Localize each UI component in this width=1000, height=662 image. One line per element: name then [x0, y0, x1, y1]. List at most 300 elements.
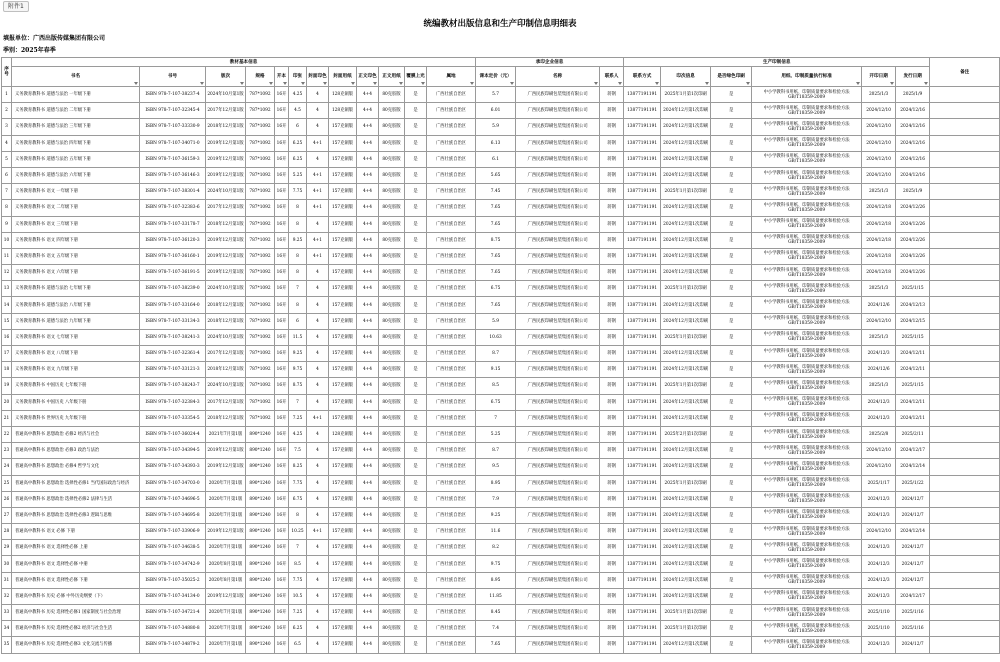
printer-name-cell[interactable]: 广西民族印刷包装集团有限公司: [516, 167, 600, 183]
contact-phone-cell[interactable]: 13877191191: [624, 443, 661, 459]
contact-person-cell[interactable]: 蒋钢: [600, 167, 624, 183]
region-cell[interactable]: 广西壮族自治区: [427, 394, 476, 410]
region-cell[interactable]: 广西壮族自治区: [427, 572, 476, 588]
green-printing-cell[interactable]: 是: [711, 426, 752, 442]
text-paper-cell[interactable]: 80克胶版: [379, 362, 405, 378]
column-header[interactable]: [206, 67, 246, 87]
print-info-cell[interactable]: 2024年12月第1次印刷: [661, 151, 711, 167]
contact-phone-cell[interactable]: 13877191191: [624, 378, 661, 394]
filter-dropdown-icon[interactable]: [283, 82, 287, 85]
contact-person-cell[interactable]: 蒋钢: [600, 540, 624, 556]
column-header[interactable]: [379, 67, 405, 87]
print-info-cell[interactable]: 2025年1月第1次印刷: [661, 329, 711, 345]
cover-color-cell[interactable]: 4+1: [307, 248, 329, 264]
region-cell[interactable]: 广西壮族自治区: [427, 151, 476, 167]
book-title-cell[interactable]: 义务教育教科书 语文 八年级下册: [12, 346, 140, 362]
print-sheets-cell[interactable]: 6: [289, 313, 307, 329]
quality-standard-cell[interactable]: 中小学教科书用纸、印制质量要求和检验方法GB/T18359-2009: [752, 200, 862, 216]
book-title-cell[interactable]: 普通高中教科书 语文 必修 下册: [12, 524, 140, 540]
green-printing-cell[interactable]: 是: [711, 540, 752, 556]
contact-person-cell[interactable]: 蒋钢: [600, 572, 624, 588]
filter-dropdown-icon[interactable]: [240, 82, 244, 85]
contact-phone-cell[interactable]: 13877191191: [624, 329, 661, 345]
book-title-cell[interactable]: 普通高中教科书 历史 选择性必修2 经济与社会生活: [12, 621, 140, 637]
remarks-cell[interactable]: [930, 556, 1000, 572]
remarks-cell[interactable]: [930, 362, 1000, 378]
price-cell[interactable]: 5.9: [476, 313, 516, 329]
contact-person-cell[interactable]: 蒋钢: [600, 443, 624, 459]
start-date-cell[interactable]: 2024/12/18: [862, 200, 896, 216]
text-paper-cell[interactable]: 80克胶版: [379, 200, 405, 216]
text-color-cell[interactable]: 4+4: [357, 87, 379, 103]
format-cell[interactable]: 16开: [275, 346, 289, 362]
cover-paper-cell[interactable]: 157克铜版: [329, 605, 357, 621]
region-cell[interactable]: 广西壮族自治区: [427, 200, 476, 216]
edition-cell[interactable]: 2020年7月第1版: [206, 475, 246, 491]
row-number-cell[interactable]: 24: [2, 459, 12, 475]
book-title-cell[interactable]: 普通高中教科书 历史 必修 中外历史纲要（下）: [12, 588, 140, 604]
cover-paper-cell[interactable]: 157克铜版: [329, 151, 357, 167]
printer-name-cell[interactable]: 广西民族印刷包装集团有限公司: [516, 119, 600, 135]
contact-person-cell[interactable]: 蒋钢: [600, 200, 624, 216]
contact-phone-cell[interactable]: 13877191191: [624, 184, 661, 200]
cover-color-cell[interactable]: 4: [307, 459, 329, 475]
print-sheets-cell[interactable]: 6.75: [289, 491, 307, 507]
printer-name-cell[interactable]: 广西民族印刷包装集团有限公司: [516, 362, 600, 378]
region-cell[interactable]: 广西壮族自治区: [427, 87, 476, 103]
quality-standard-cell[interactable]: 中小学教科书用纸、印制质量要求和检验方法GB/T18359-2009: [752, 410, 862, 426]
format-cell[interactable]: 16开: [275, 588, 289, 604]
start-date-cell[interactable]: 2024/12/10: [862, 167, 896, 183]
row-number-cell[interactable]: 18: [2, 362, 12, 378]
edition-cell[interactable]: 2019年12月第1版: [206, 248, 246, 264]
book-title-cell[interactable]: 义务教育教科书 语文 一年级下册: [12, 184, 140, 200]
remarks-cell[interactable]: [930, 232, 1000, 248]
print-info-cell[interactable]: 2024年12月第1次印刷: [661, 588, 711, 604]
text-paper-cell[interactable]: 80克胶版: [379, 232, 405, 248]
format-cell[interactable]: 16开: [275, 410, 289, 426]
book-title-cell[interactable]: 普通高中教科书 语文 选择性必修 中册: [12, 556, 140, 572]
cover-color-cell[interactable]: 4: [307, 103, 329, 119]
book-title-cell[interactable]: 普通高中教科书 语文 选择性必修 下册: [12, 572, 140, 588]
filter-dropdown-icon[interactable]: [924, 82, 928, 85]
start-date-cell[interactable]: 2024/12/10: [862, 313, 896, 329]
release-date-cell[interactable]: 2025/1/9: [896, 87, 930, 103]
contact-person-cell[interactable]: 蒋钢: [600, 459, 624, 475]
region-cell[interactable]: 广西壮族自治区: [427, 167, 476, 183]
printer-name-cell[interactable]: 广西民族印刷包装集团有限公司: [516, 329, 600, 345]
region-cell[interactable]: 广西壮族自治区: [427, 297, 476, 313]
region-cell[interactable]: 广西壮族自治区: [427, 540, 476, 556]
print-sheets-cell[interactable]: 4.25: [289, 426, 307, 442]
book-title-cell[interactable]: 义务教育教科书 语文 五年级下册: [12, 248, 140, 264]
start-date-cell[interactable]: 2025/1/10: [862, 605, 896, 621]
cover-color-cell[interactable]: 4: [307, 621, 329, 637]
start-date-cell[interactable]: 2024/12/10: [862, 135, 896, 151]
text-color-cell[interactable]: 4+4: [357, 167, 379, 183]
paper-spec-cell[interactable]: 787*1092: [246, 313, 275, 329]
contact-phone-cell[interactable]: 13877191191: [624, 151, 661, 167]
format-cell[interactable]: 16开: [275, 475, 289, 491]
edition-cell[interactable]: 2020年7月第1版: [206, 507, 246, 523]
laminate-cell[interactable]: 是: [405, 637, 427, 653]
quality-standard-cell[interactable]: 中小学教科书用纸、印制质量要求和检验方法GB/T18359-2009: [752, 151, 862, 167]
start-date-cell[interactable]: 2025/1/3: [862, 329, 896, 345]
isbn-cell[interactable]: ISBN 978-7-107-38239-0: [140, 281, 206, 297]
filter-dropdown-icon[interactable]: [351, 82, 355, 85]
contact-person-cell[interactable]: 蒋钢: [600, 556, 624, 572]
format-cell[interactable]: 16开: [275, 637, 289, 653]
release-date-cell[interactable]: 2024/12/16: [896, 151, 930, 167]
text-paper-cell[interactable]: 80克胶版: [379, 621, 405, 637]
text-paper-cell[interactable]: 80克胶版: [379, 346, 405, 362]
contact-phone-cell[interactable]: 13877191191: [624, 200, 661, 216]
contact-person-cell[interactable]: 蒋钢: [600, 475, 624, 491]
edition-cell[interactable]: 2017年12月第1版: [206, 346, 246, 362]
filter-dropdown-icon[interactable]: [134, 82, 138, 85]
text-paper-cell[interactable]: 80克胶版: [379, 426, 405, 442]
cover-color-cell[interactable]: 4+1: [307, 410, 329, 426]
cover-color-cell[interactable]: 4: [307, 507, 329, 523]
laminate-cell[interactable]: 是: [405, 394, 427, 410]
book-title-cell[interactable]: 义务教育教科书 语文 二年级下册: [12, 200, 140, 216]
format-cell[interactable]: 16开: [275, 378, 289, 394]
price-cell[interactable]: 6.1: [476, 151, 516, 167]
start-date-cell[interactable]: 2025/1/3: [862, 87, 896, 103]
edition-cell[interactable]: 2019年12月第1版: [206, 167, 246, 183]
isbn-cell[interactable]: ISBN 978-7-107-36024-4: [140, 426, 206, 442]
green-printing-cell[interactable]: 是: [711, 346, 752, 362]
format-cell[interactable]: 16开: [275, 572, 289, 588]
remarks-cell[interactable]: [930, 637, 1000, 653]
region-cell[interactable]: 广西壮族自治区: [427, 346, 476, 362]
printer-name-cell[interactable]: 广西民族印刷包装集团有限公司: [516, 572, 600, 588]
contact-person-cell[interactable]: 蒋钢: [600, 362, 624, 378]
format-cell[interactable]: 16开: [275, 103, 289, 119]
contact-person-cell[interactable]: 蒋钢: [600, 281, 624, 297]
region-cell[interactable]: 广西壮族自治区: [427, 491, 476, 507]
edition-cell[interactable]: 2017年12月第1版: [206, 394, 246, 410]
cover-paper-cell[interactable]: 157克铜版: [329, 572, 357, 588]
start-date-cell[interactable]: 2024/12/3: [862, 410, 896, 426]
contact-phone-cell[interactable]: 13877191191: [624, 394, 661, 410]
edition-cell[interactable]: 2024年10月第1版: [206, 329, 246, 345]
cover-paper-cell[interactable]: 157克铜版: [329, 248, 357, 264]
quality-standard-cell[interactable]: 中小学教科书用纸、印制质量要求和检验方法GB/T18359-2009: [752, 572, 862, 588]
release-date-cell[interactable]: 2024/12/11: [896, 410, 930, 426]
filter-dropdown-icon[interactable]: [655, 82, 659, 85]
cover-color-cell[interactable]: 4: [307, 281, 329, 297]
print-info-cell[interactable]: 2025年1月第1次印刷: [661, 184, 711, 200]
laminate-cell[interactable]: 是: [405, 216, 427, 232]
row-number-cell[interactable]: 19: [2, 378, 12, 394]
laminate-cell[interactable]: 是: [405, 362, 427, 378]
text-color-cell[interactable]: 4+4: [357, 346, 379, 362]
price-cell[interactable]: 7.4: [476, 621, 516, 637]
remarks-cell[interactable]: [930, 313, 1000, 329]
quality-standard-cell[interactable]: 中小学教科书用纸、印制质量要求和检验方法GB/T18359-2009: [752, 135, 862, 151]
cover-paper-cell[interactable]: 157克铜版: [329, 588, 357, 604]
cover-color-cell[interactable]: 4: [307, 443, 329, 459]
green-printing-cell[interactable]: 是: [711, 572, 752, 588]
row-number-cell[interactable]: 14: [2, 297, 12, 313]
printer-name-cell[interactable]: 广西民族印刷包装集团有限公司: [516, 135, 600, 151]
text-paper-cell[interactable]: 80克胶版: [379, 265, 405, 281]
printer-name-cell[interactable]: 广西民族印刷包装集团有限公司: [516, 491, 600, 507]
contact-person-cell[interactable]: 蒋钢: [600, 135, 624, 151]
paper-spec-cell[interactable]: 890*1240: [246, 572, 275, 588]
isbn-cell[interactable]: ISBN 978-7-107-33164-0: [140, 297, 206, 313]
green-printing-cell[interactable]: 是: [711, 232, 752, 248]
print-sheets-cell[interactable]: 7: [289, 281, 307, 297]
printer-name-cell[interactable]: 广西民族印刷包装集团有限公司: [516, 524, 600, 540]
quality-standard-cell[interactable]: 中小学教科书用纸、印制质量要求和检验方法GB/T18359-2009: [752, 588, 862, 604]
printer-name-cell[interactable]: 广西民族印刷包装集团有限公司: [516, 459, 600, 475]
quality-standard-cell[interactable]: 中小学教科书用纸、印制质量要求和检验方法GB/T18359-2009: [752, 265, 862, 281]
price-cell[interactable]: 9.75: [476, 556, 516, 572]
cover-paper-cell[interactable]: 157克铜版: [329, 491, 357, 507]
price-cell[interactable]: 7.65: [476, 637, 516, 653]
book-title-cell[interactable]: 义务教育教科书 道德与法治 三年级下册: [12, 119, 140, 135]
remarks-cell[interactable]: [930, 248, 1000, 264]
attachment-tab[interactable]: 附件1: [3, 1, 29, 12]
green-printing-cell[interactable]: 是: [711, 605, 752, 621]
print-info-cell[interactable]: 2024年12月第1次印刷: [661, 507, 711, 523]
laminate-cell[interactable]: 是: [405, 119, 427, 135]
row-number-cell[interactable]: 35: [2, 637, 12, 653]
print-info-cell[interactable]: 2025年2月第1次印刷: [661, 426, 711, 442]
edition-cell[interactable]: 2020年7月第1版: [206, 637, 246, 653]
row-number-cell[interactable]: 23: [2, 443, 12, 459]
contact-phone-cell[interactable]: 13877191191: [624, 297, 661, 313]
row-number-cell[interactable]: 16: [2, 329, 12, 345]
isbn-cell[interactable]: ISBN 978-7-107-32383-6: [140, 200, 206, 216]
isbn-cell[interactable]: ISBN 978-7-107-33134-3: [140, 313, 206, 329]
cover-color-cell[interactable]: 4+1: [307, 167, 329, 183]
printer-name-cell[interactable]: 广西民族印刷包装集团有限公司: [516, 426, 600, 442]
isbn-cell[interactable]: ISBN 978-7-107-32345-4: [140, 103, 206, 119]
print-sheets-cell[interactable]: 8.25: [289, 459, 307, 475]
contact-phone-cell[interactable]: 13877191191: [624, 572, 661, 588]
start-date-cell[interactable]: 2025/1/3: [862, 184, 896, 200]
release-date-cell[interactable]: 2024/12/17: [896, 588, 930, 604]
column-header[interactable]: [427, 67, 476, 87]
row-number-cell[interactable]: 26: [2, 491, 12, 507]
format-cell[interactable]: 16开: [275, 621, 289, 637]
print-sheets-cell[interactable]: 8: [289, 297, 307, 313]
region-cell[interactable]: 广西壮族自治区: [427, 135, 476, 151]
printer-name-cell[interactable]: 广西民族印刷包装集团有限公司: [516, 621, 600, 637]
release-date-cell[interactable]: 2024/12/26: [896, 248, 930, 264]
remarks-cell[interactable]: [930, 265, 1000, 281]
filter-dropdown-icon[interactable]: [269, 82, 273, 85]
contact-phone-cell[interactable]: 13877191191: [624, 556, 661, 572]
cover-color-cell[interactable]: 4: [307, 329, 329, 345]
print-sheets-cell[interactable]: 9.25: [289, 346, 307, 362]
printer-name-cell[interactable]: 广西民族印刷包装集团有限公司: [516, 346, 600, 362]
edition-cell[interactable]: 2018年12月第1版: [206, 313, 246, 329]
row-number-cell[interactable]: 27: [2, 507, 12, 523]
printer-name-cell[interactable]: 广西民族印刷包装集团有限公司: [516, 281, 600, 297]
paper-spec-cell[interactable]: 890*1240: [246, 475, 275, 491]
book-title-cell[interactable]: 普通高中教科书 思想政治 必修2 经济与社会: [12, 426, 140, 442]
cover-color-cell[interactable]: 4: [307, 362, 329, 378]
region-cell[interactable]: 广西壮族自治区: [427, 621, 476, 637]
row-number-cell[interactable]: 29: [2, 540, 12, 556]
isbn-cell[interactable]: ISBN 978-7-107-38301-4: [140, 184, 206, 200]
text-color-cell[interactable]: 4+4: [357, 443, 379, 459]
column-header[interactable]: [661, 67, 711, 87]
cover-color-cell[interactable]: 4: [307, 588, 329, 604]
green-printing-cell[interactable]: 是: [711, 378, 752, 394]
remarks-cell[interactable]: [930, 167, 1000, 183]
text-color-cell[interactable]: 4+4: [357, 637, 379, 653]
isbn-cell[interactable]: ISBN 978-7-107-34879-2: [140, 637, 206, 653]
region-cell[interactable]: 广西壮族自治区: [427, 248, 476, 264]
release-date-cell[interactable]: 2024/12/26: [896, 265, 930, 281]
isbn-cell[interactable]: ISBN 978-7-107-34742-9: [140, 556, 206, 572]
cover-paper-cell[interactable]: 157克铜版: [329, 184, 357, 200]
start-date-cell[interactable]: 2025/1/3: [862, 281, 896, 297]
text-color-cell[interactable]: 4+4: [357, 329, 379, 345]
laminate-cell[interactable]: 是: [405, 410, 427, 426]
price-cell[interactable]: 7: [476, 410, 516, 426]
cover-paper-cell[interactable]: 157克铜版: [329, 637, 357, 653]
quality-standard-cell[interactable]: 中小学教科书用纸、印制质量要求和检验方法GB/T18359-2009: [752, 426, 862, 442]
edition-cell[interactable]: 2017年12月第1版: [206, 200, 246, 216]
printer-name-cell[interactable]: 广西民族印刷包装集团有限公司: [516, 540, 600, 556]
column-header[interactable]: [624, 67, 661, 87]
green-printing-cell[interactable]: 是: [711, 475, 752, 491]
paper-spec-cell[interactable]: 787*1092: [246, 135, 275, 151]
print-sheets-cell[interactable]: 4.5: [289, 103, 307, 119]
print-info-cell[interactable]: 2025年1月第1次印刷: [661, 621, 711, 637]
filter-dropdown-icon[interactable]: [890, 82, 894, 85]
text-paper-cell[interactable]: 80克胶版: [379, 329, 405, 345]
print-sheets-cell[interactable]: 8.75: [289, 378, 307, 394]
green-printing-cell[interactable]: 是: [711, 459, 752, 475]
price-cell[interactable]: 11.85: [476, 588, 516, 604]
print-sheets-cell[interactable]: 5.25: [289, 167, 307, 183]
text-color-cell[interactable]: 4+4: [357, 588, 379, 604]
text-color-cell[interactable]: 4+4: [357, 362, 379, 378]
printer-name-cell[interactable]: 广西民族印刷包装集团有限公司: [516, 184, 600, 200]
cover-color-cell[interactable]: 4: [307, 119, 329, 135]
cover-color-cell[interactable]: 4: [307, 151, 329, 167]
remarks-cell[interactable]: [930, 200, 1000, 216]
price-cell[interactable]: 8.95: [476, 475, 516, 491]
text-paper-cell[interactable]: 80克胶版: [379, 184, 405, 200]
print-sheets-cell[interactable]: 6.25: [289, 151, 307, 167]
quality-standard-cell[interactable]: 中小学教科书用纸、印制质量要求和检验方法GB/T18359-2009: [752, 524, 862, 540]
cover-paper-cell[interactable]: 157克铜版: [329, 265, 357, 281]
contact-person-cell[interactable]: 蒋钢: [600, 297, 624, 313]
cover-paper-cell[interactable]: 157克铜版: [329, 475, 357, 491]
start-date-cell[interactable]: 2024/12/10: [862, 119, 896, 135]
remarks-cell[interactable]: [930, 135, 1000, 151]
edition-cell[interactable]: 2024年10月第1版: [206, 184, 246, 200]
text-color-cell[interactable]: 4+4: [357, 200, 379, 216]
contact-phone-cell[interactable]: 13877191191: [624, 540, 661, 556]
release-date-cell[interactable]: 2024/12/7: [896, 556, 930, 572]
printer-name-cell[interactable]: 广西民族印刷包装集团有限公司: [516, 394, 600, 410]
price-cell[interactable]: 6.75: [476, 394, 516, 410]
green-printing-cell[interactable]: 是: [711, 216, 752, 232]
laminate-cell[interactable]: 是: [405, 524, 427, 540]
edition-cell[interactable]: 2019年12月第1版: [206, 524, 246, 540]
contact-phone-cell[interactable]: 13877191191: [624, 248, 661, 264]
paper-spec-cell[interactable]: 890*1240: [246, 605, 275, 621]
price-cell[interactable]: 7.65: [476, 265, 516, 281]
paper-spec-cell[interactable]: 890*1240: [246, 588, 275, 604]
start-date-cell[interactable]: 2025/1/17: [862, 475, 896, 491]
laminate-cell[interactable]: 是: [405, 151, 427, 167]
print-sheets-cell[interactable]: 9.25: [289, 232, 307, 248]
remarks-cell[interactable]: [930, 491, 1000, 507]
edition-cell[interactable]: 2018年12月第1版: [206, 119, 246, 135]
book-title-cell[interactable]: 义务教育教科书 语文 九年级下册: [12, 362, 140, 378]
format-cell[interactable]: 16开: [275, 556, 289, 572]
print-sheets-cell[interactable]: 8: [289, 200, 307, 216]
edition-cell[interactable]: 2019年12月第1版: [206, 459, 246, 475]
filter-dropdown-icon[interactable]: [705, 82, 709, 85]
print-info-cell[interactable]: 2024年12月第1次印刷: [661, 637, 711, 653]
quality-standard-cell[interactable]: 中小学教科书用纸、印制质量要求和检验方法GB/T18359-2009: [752, 540, 862, 556]
release-date-cell[interactable]: 2025/1/15: [896, 378, 930, 394]
text-paper-cell[interactable]: 80克胶版: [379, 540, 405, 556]
text-color-cell[interactable]: 4+4: [357, 119, 379, 135]
green-printing-cell[interactable]: 是: [711, 281, 752, 297]
quality-standard-cell[interactable]: 中小学教科书用纸、印制质量要求和检验方法GB/T18359-2009: [752, 103, 862, 119]
row-number-cell[interactable]: 34: [2, 621, 12, 637]
column-header[interactable]: [140, 67, 206, 87]
isbn-cell[interactable]: ISBN 978-7-107-35025-2: [140, 572, 206, 588]
edition-cell[interactable]: 2018年12月第1版: [206, 216, 246, 232]
cover-paper-cell[interactable]: 157克铜版: [329, 135, 357, 151]
remarks-cell[interactable]: [930, 588, 1000, 604]
print-sheets-cell[interactable]: 6.25: [289, 621, 307, 637]
contact-person-cell[interactable]: 蒋钢: [600, 232, 624, 248]
paper-spec-cell[interactable]: 890*1240: [246, 524, 275, 540]
text-paper-cell[interactable]: 80克胶版: [379, 524, 405, 540]
print-info-cell[interactable]: 2024年12月第1次印刷: [661, 200, 711, 216]
cover-paper-cell[interactable]: 157克铜版: [329, 394, 357, 410]
print-sheets-cell[interactable]: 8: [289, 265, 307, 281]
isbn-cell[interactable]: ISBN 978-7-107-34393-3: [140, 459, 206, 475]
remarks-cell[interactable]: [930, 605, 1000, 621]
column-header[interactable]: [329, 67, 357, 87]
remarks-cell[interactable]: [930, 329, 1000, 345]
cover-color-cell[interactable]: 4: [307, 605, 329, 621]
laminate-cell[interactable]: 是: [405, 475, 427, 491]
row-number-cell[interactable]: 4: [2, 135, 12, 151]
laminate-cell[interactable]: 是: [405, 103, 427, 119]
column-header[interactable]: [476, 67, 516, 87]
text-color-cell[interactable]: 4+4: [357, 605, 379, 621]
contact-phone-cell[interactable]: 13877191191: [624, 119, 661, 135]
laminate-cell[interactable]: 是: [405, 135, 427, 151]
column-header[interactable]: [246, 67, 275, 87]
laminate-cell[interactable]: 是: [405, 378, 427, 394]
remarks-cell[interactable]: [930, 346, 1000, 362]
cover-paper-cell[interactable]: 157克铜版: [329, 621, 357, 637]
format-cell[interactable]: 16开: [275, 200, 289, 216]
price-cell[interactable]: 5.9: [476, 119, 516, 135]
cover-color-cell[interactable]: 4: [307, 87, 329, 103]
quality-standard-cell[interactable]: 中小学教科书用纸、印制质量要求和检验方法GB/T18359-2009: [752, 621, 862, 637]
quality-standard-cell[interactable]: 中小学教科书用纸、印制质量要求和检验方法GB/T18359-2009: [752, 313, 862, 329]
quality-standard-cell[interactable]: 中小学教科书用纸、印制质量要求和检验方法GB/T18359-2009: [752, 475, 862, 491]
